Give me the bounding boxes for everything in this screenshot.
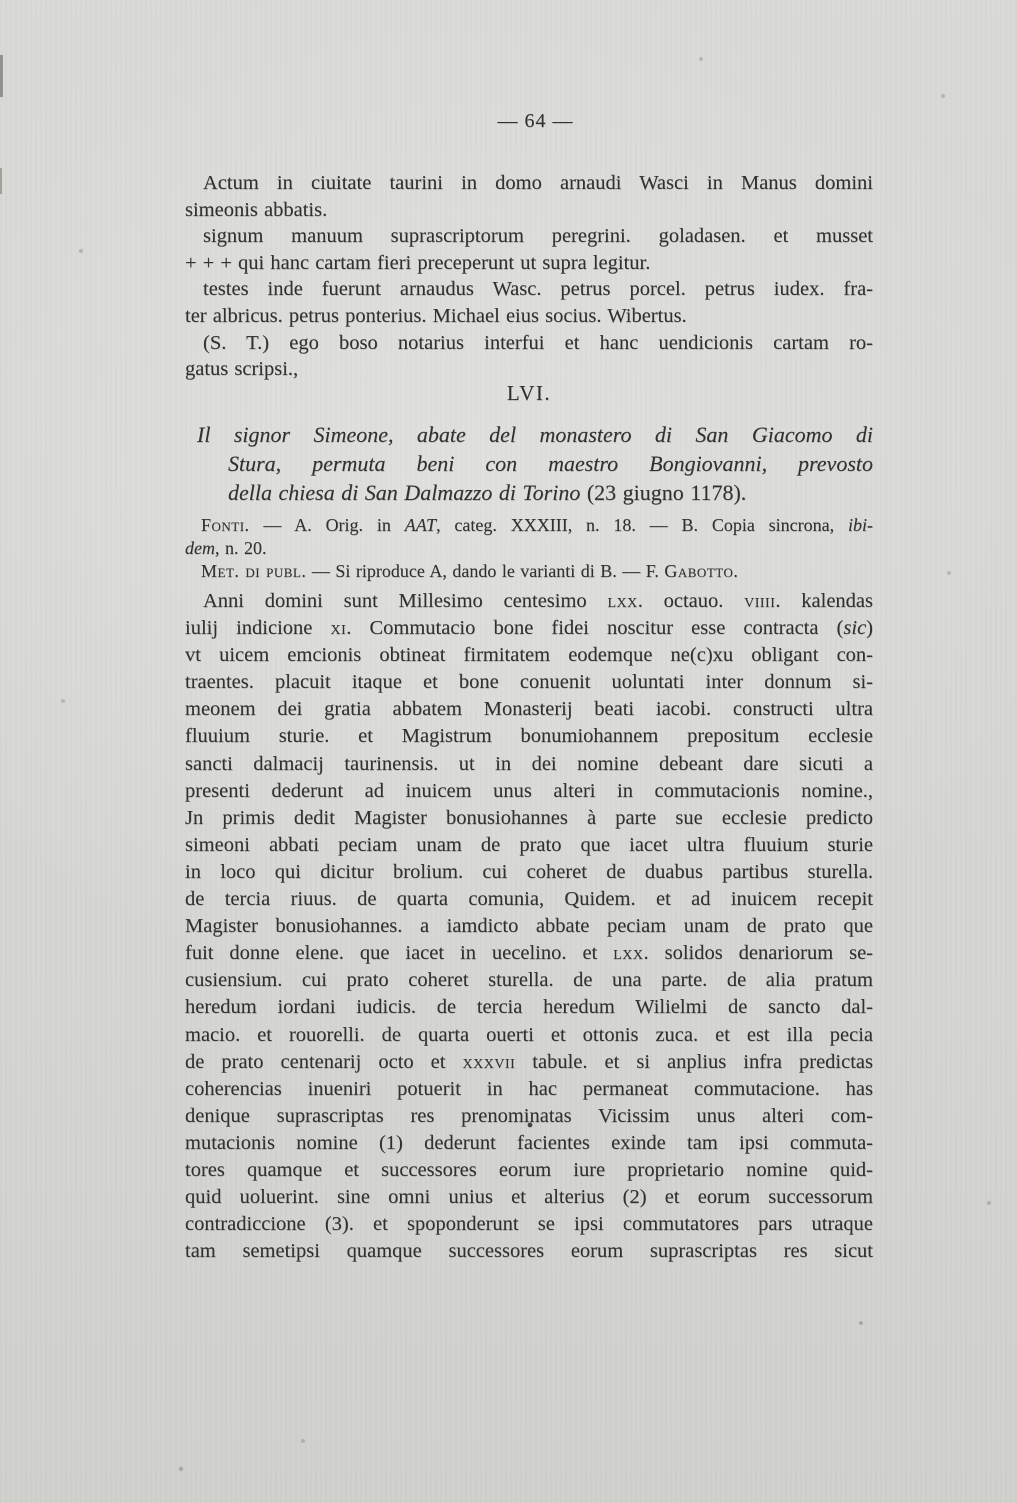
body-line: cusiensium. cui prato coheret sturella. de una parte. de alia pratum — [185, 969, 873, 992]
title-line: Stura, permuta beni con maestro Bongiovanni, prevosto — [228, 451, 873, 476]
met-label: Met. di publ. — [201, 561, 307, 581]
line-text: iulij indicione — [185, 617, 331, 640]
body-line — [185, 615, 873, 642]
charter-body — [185, 588, 873, 1265]
scan-edge-smudge — [0, 168, 2, 194]
body-line: simeoni abbati peciam unam de prato que iacet ultra fluuium sturie — [185, 833, 873, 856]
fonti-line — [185, 514, 873, 537]
body-line: contradiccione (3). et spoponderunt se ipsi commutatores pars utraque — [185, 1213, 873, 1236]
page-number — [0, 110, 1017, 133]
archive-abbrev: AAT — [404, 515, 437, 535]
line-text: . kalendas — [775, 590, 873, 612]
body-line: de tercia riuus. de quarta comunia, Quidem. et ad inuicem recepit — [185, 888, 873, 911]
line-text: ) — [866, 617, 873, 640]
body-line: vt uicem emcionis obtineat firmitatem eodemque ne(c)xu obligant con- — [185, 644, 873, 667]
scan-edge-smudge — [0, 55, 3, 97]
body-line: sancti dalmacij taurinensis. ut in dei nomine debeant dare sicuti a — [185, 752, 873, 775]
line-text: . octauo. — [637, 590, 745, 612]
body-line: macio. et rouorelli. de quarta ouerti et ottonis zuca. et est illa pecia — [185, 1023, 873, 1046]
note-text: — A. Orig. in — [249, 515, 405, 535]
title-line: Il signor Simeone, abate del monastero di San Giacomo di — [197, 422, 873, 447]
front-line: Actum in ciuitate taurini in domo arnaudi Wasci in Manus domini — [203, 172, 873, 194]
title-date: (23 giugno 1178). — [586, 480, 747, 505]
body-line: quid uoluerint. sine omni unius et alterius (2) et eorum successorum — [185, 1186, 873, 1209]
body-line: presenti dederunt ad inuicem unus alteri in commutacionis nomine., — [185, 779, 873, 802]
body-line — [185, 1049, 873, 1076]
body-line: tores quamque et successores eorum iure proprietario nomine quid- — [185, 1158, 873, 1181]
charter-number-heading: LVI. — [506, 381, 552, 405]
front-line: gatus scripsi., — [185, 358, 299, 381]
front-line: simeonis abbatis. — [185, 198, 328, 221]
roman-numeral: xxxvii — [462, 1050, 516, 1073]
body-line: in loco qui dicitur brolium. cui coheret de duabus partibus sturella. — [185, 860, 873, 883]
roman-numeral: xi — [330, 617, 347, 640]
line-text: fuit donne elene. que iacet in uecelino. et — [185, 942, 614, 965]
editor-name: Gabotto — [664, 561, 734, 581]
line-text: Anni domini sunt Millesimo centesimo — [203, 590, 608, 612]
note-text: , n. 20. — [215, 538, 267, 558]
body-line: meonem dei gratia abbatem Monasterij beati iacobi. constructi ultra — [185, 698, 873, 721]
source-notes — [185, 514, 873, 583]
roman-numeral: viiii — [744, 590, 776, 612]
line-text: . Commutacio bone fidei noscitur esse contracta ( — [346, 617, 844, 640]
body-line: heredum iordani iudicis. de tercia heredum Wilielmi de sancto dal- — [185, 996, 873, 1019]
body-line: traentes. placuit itaque et bone conuenit uoluntati inter donnum si- — [185, 671, 873, 694]
title-line — [185, 478, 873, 507]
line-text: de prato centenarij octo et — [185, 1050, 463, 1073]
front-line: testes inde fuerunt arnaudus Wasc. petrus porcel. petrus iudex. fra- — [203, 278, 873, 301]
scan-speck-layer — [0, 0, 2, 2]
charter-title — [185, 420, 873, 507]
body-line: Jn primis dedit Magister bonusiohannes à parte sue ecclesie predicto — [185, 806, 873, 829]
page-number-text: — 64 — — [497, 110, 574, 132]
note-text: ibi- — [848, 515, 873, 535]
met-line — [185, 560, 873, 583]
body-line — [185, 940, 873, 967]
sic-marker: sic — [843, 617, 867, 640]
body-line: Magister bonusiohannes. a iamdicto abbate peciam unam de prato que — [185, 915, 873, 938]
roman-numeral: lxx — [607, 590, 638, 612]
body-line: coherencias inueniri potuerit in hac permaneat commutacione. has — [185, 1077, 873, 1100]
note-text: . — [733, 561, 738, 581]
front-line: ter albricus. petrus ponterius. Michael eius socius. Wibertus. — [185, 304, 687, 327]
note-text: , categ. XXXIII, n. 18. — B. Copia sincrona, — [436, 515, 848, 535]
fonti-label: Fonti. — [201, 515, 250, 535]
body-line: tam semetipsi quamque successores eorum suprascriptas res sicut — [185, 1240, 873, 1263]
line-text: . solidos denariorum se- — [643, 942, 873, 965]
front-matter — [185, 170, 873, 383]
fonti-line — [185, 537, 873, 560]
front-line: signum manuum suprascriptorum peregrini. goladasen. et musset — [203, 225, 873, 248]
body-line: mutacionis nomine (1) dederunt facientes exinde tam ipsi commuta- — [185, 1131, 873, 1154]
note-text: — Si riproduce A, dando le varianti di B. — F. — [306, 561, 665, 581]
roman-numeral: lxx — [613, 942, 644, 965]
body-line: fluuium sturie. et Magistrum bonumiohannem prepositum ecclesie — [185, 725, 873, 748]
front-line: (S. T.) ego boso notarius interfui et hanc uendicionis cartam ro- — [203, 331, 873, 354]
body-line: denique suprascriptas res prenominatas Vicissim unus alteri com- — [185, 1104, 873, 1127]
note-text: dem — [185, 538, 215, 558]
line-text: tabule. et si anplius infra predictas — [515, 1050, 873, 1073]
front-line: + + + qui hanc cartam fieri preceperunt ut supra legitur. — [185, 251, 651, 274]
body-line — [185, 588, 873, 615]
title-text: della chiesa di San Dalmazzo di Torino — [228, 480, 587, 505]
